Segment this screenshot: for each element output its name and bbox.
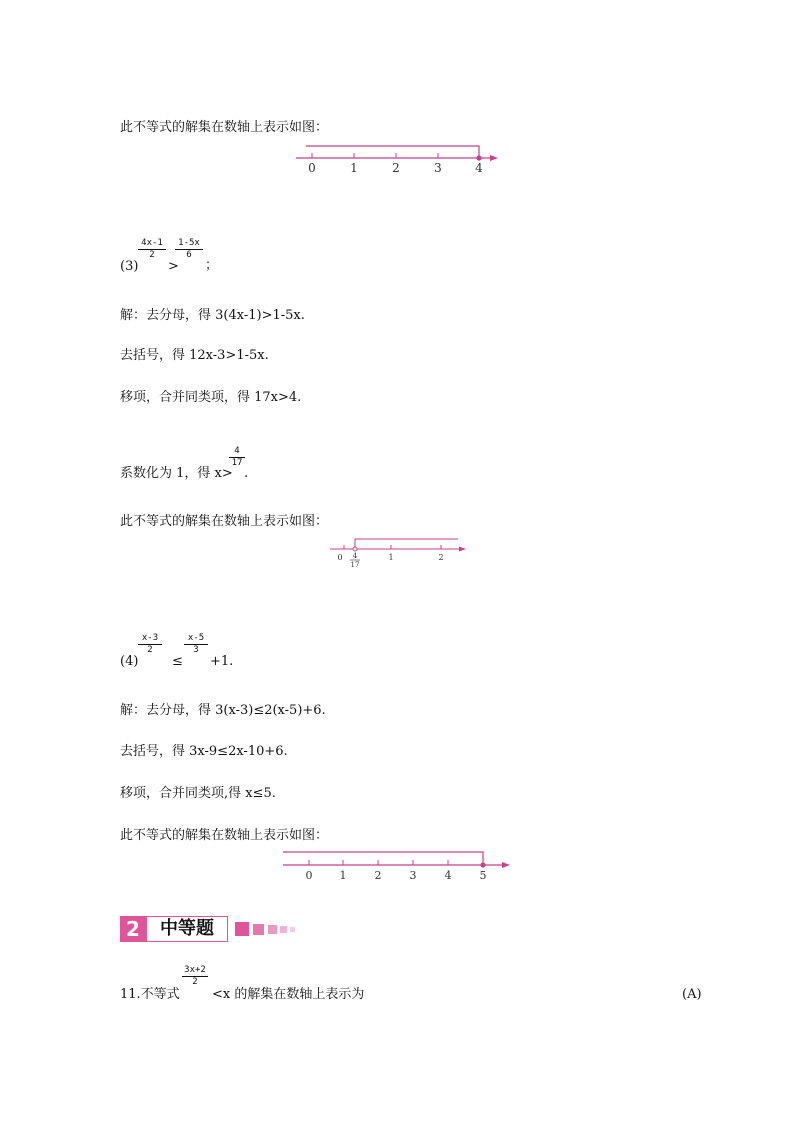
- denominator: 2: [138, 644, 162, 656]
- tick-label-4: 4: [444, 869, 452, 882]
- problem-4-label: (4): [120, 654, 139, 669]
- solution-range: [355, 539, 458, 549]
- decor-square-3: [268, 925, 277, 934]
- denominator: 17: [229, 457, 245, 469]
- problem-4-step-3: 移项，合并同类项,得 x≤5.: [120, 786, 276, 801]
- numerator: x-3: [141, 633, 159, 643]
- tick-label-1: 1: [339, 869, 347, 882]
- tick-label-2: 2: [374, 869, 382, 882]
- numerator: 4x-1: [141, 238, 163, 248]
- closed-point: [480, 862, 485, 867]
- denominator: 2: [138, 249, 166, 261]
- problem-4-operator: ≤: [172, 654, 183, 669]
- number-line-2: [328, 534, 470, 570]
- problem-4-end: +1.: [210, 654, 234, 669]
- decor-square-4: [280, 926, 287, 933]
- problem-4-fraction-right: [184, 633, 208, 656]
- axis-arrow: [502, 862, 510, 868]
- axis-arrow: [490, 155, 498, 161]
- problem-4-fraction-left: [138, 633, 162, 656]
- problem-3-step-1: 解：去分母，得 3(4x-1)>1-5x.: [120, 308, 305, 323]
- numerator: 4: [234, 446, 240, 456]
- problem-3-end: ；: [205, 258, 219, 273]
- problem-3-operator: >: [168, 259, 179, 274]
- question-11-fraction: [182, 965, 208, 988]
- tick-label-3: 3: [409, 869, 417, 882]
- tick-label-3: 3: [434, 161, 442, 175]
- numerator: 3x+2: [184, 965, 206, 975]
- tick-label-2: 2: [392, 161, 400, 175]
- tick-label-4: 4: [475, 161, 483, 175]
- problem-3-step-2: 去括号，得 12x-3>1-5x.: [120, 348, 269, 363]
- problem-3-fraction-right: [175, 238, 203, 261]
- problem-3-fraction-left: [138, 238, 166, 261]
- boundary-denominator: 17: [350, 561, 360, 569]
- solution-range: [283, 852, 483, 865]
- problem-3-step-4: 系数化为 1，得 x>: [120, 466, 233, 481]
- caption-solution-1: 此不等式的解集在数轴上表示如图：: [120, 120, 329, 135]
- problem-3-step-4-fraction: [229, 446, 245, 469]
- tick-label-1: 1: [388, 553, 394, 562]
- question-11-answer: (A): [682, 987, 702, 1002]
- tick-label-0: 0: [308, 161, 316, 175]
- section-number-badge: 2: [120, 916, 146, 942]
- problem-3-step-3: 移项，合并同类项，得 17x>4.: [120, 390, 302, 405]
- question-11-text: <x 的解集在数轴上表示为: [212, 987, 365, 1002]
- tick-label-2: 2: [438, 553, 444, 562]
- denominator: 3: [184, 644, 208, 656]
- denominator: 6: [175, 249, 203, 261]
- numerator: 1-5x: [178, 238, 200, 248]
- number-line-3: [281, 848, 513, 884]
- problem-4-step-2: 去括号，得 3x-9≤2x-10+6.: [120, 744, 288, 759]
- problem-3-step-4-end: .: [244, 466, 249, 481]
- open-point: [353, 547, 357, 551]
- tick-label-0: 0: [305, 869, 313, 882]
- decor-square-2: [253, 924, 264, 935]
- ticks: [312, 153, 438, 158]
- tick-label-0: 0: [337, 553, 343, 562]
- caption-solution-2: 此不等式的解集在数轴上表示如图：: [120, 514, 329, 529]
- problem-3-label: (3): [120, 259, 139, 274]
- question-11-prefix: 11.不等式: [120, 987, 180, 1002]
- section-title: 中等题: [146, 916, 228, 942]
- solution-range: [306, 146, 479, 158]
- problem-4-step-1: 解：去分母，得 3(x-3)≤2(x-5)+6.: [120, 703, 326, 718]
- boundary-numerator: 4: [352, 552, 358, 560]
- caption-solution-3: 此不等式的解集在数轴上表示如图：: [120, 828, 329, 843]
- decor-square-1: [235, 922, 249, 936]
- number-line-1: [292, 140, 502, 180]
- tick-label-1: 1: [350, 161, 358, 175]
- decor-square-5: [290, 927, 295, 932]
- numerator: x-5: [187, 633, 205, 643]
- tick-label-5: 5: [479, 869, 487, 882]
- closed-point: [476, 155, 481, 160]
- axis-arrow: [459, 547, 466, 552]
- denominator: 2: [182, 976, 208, 988]
